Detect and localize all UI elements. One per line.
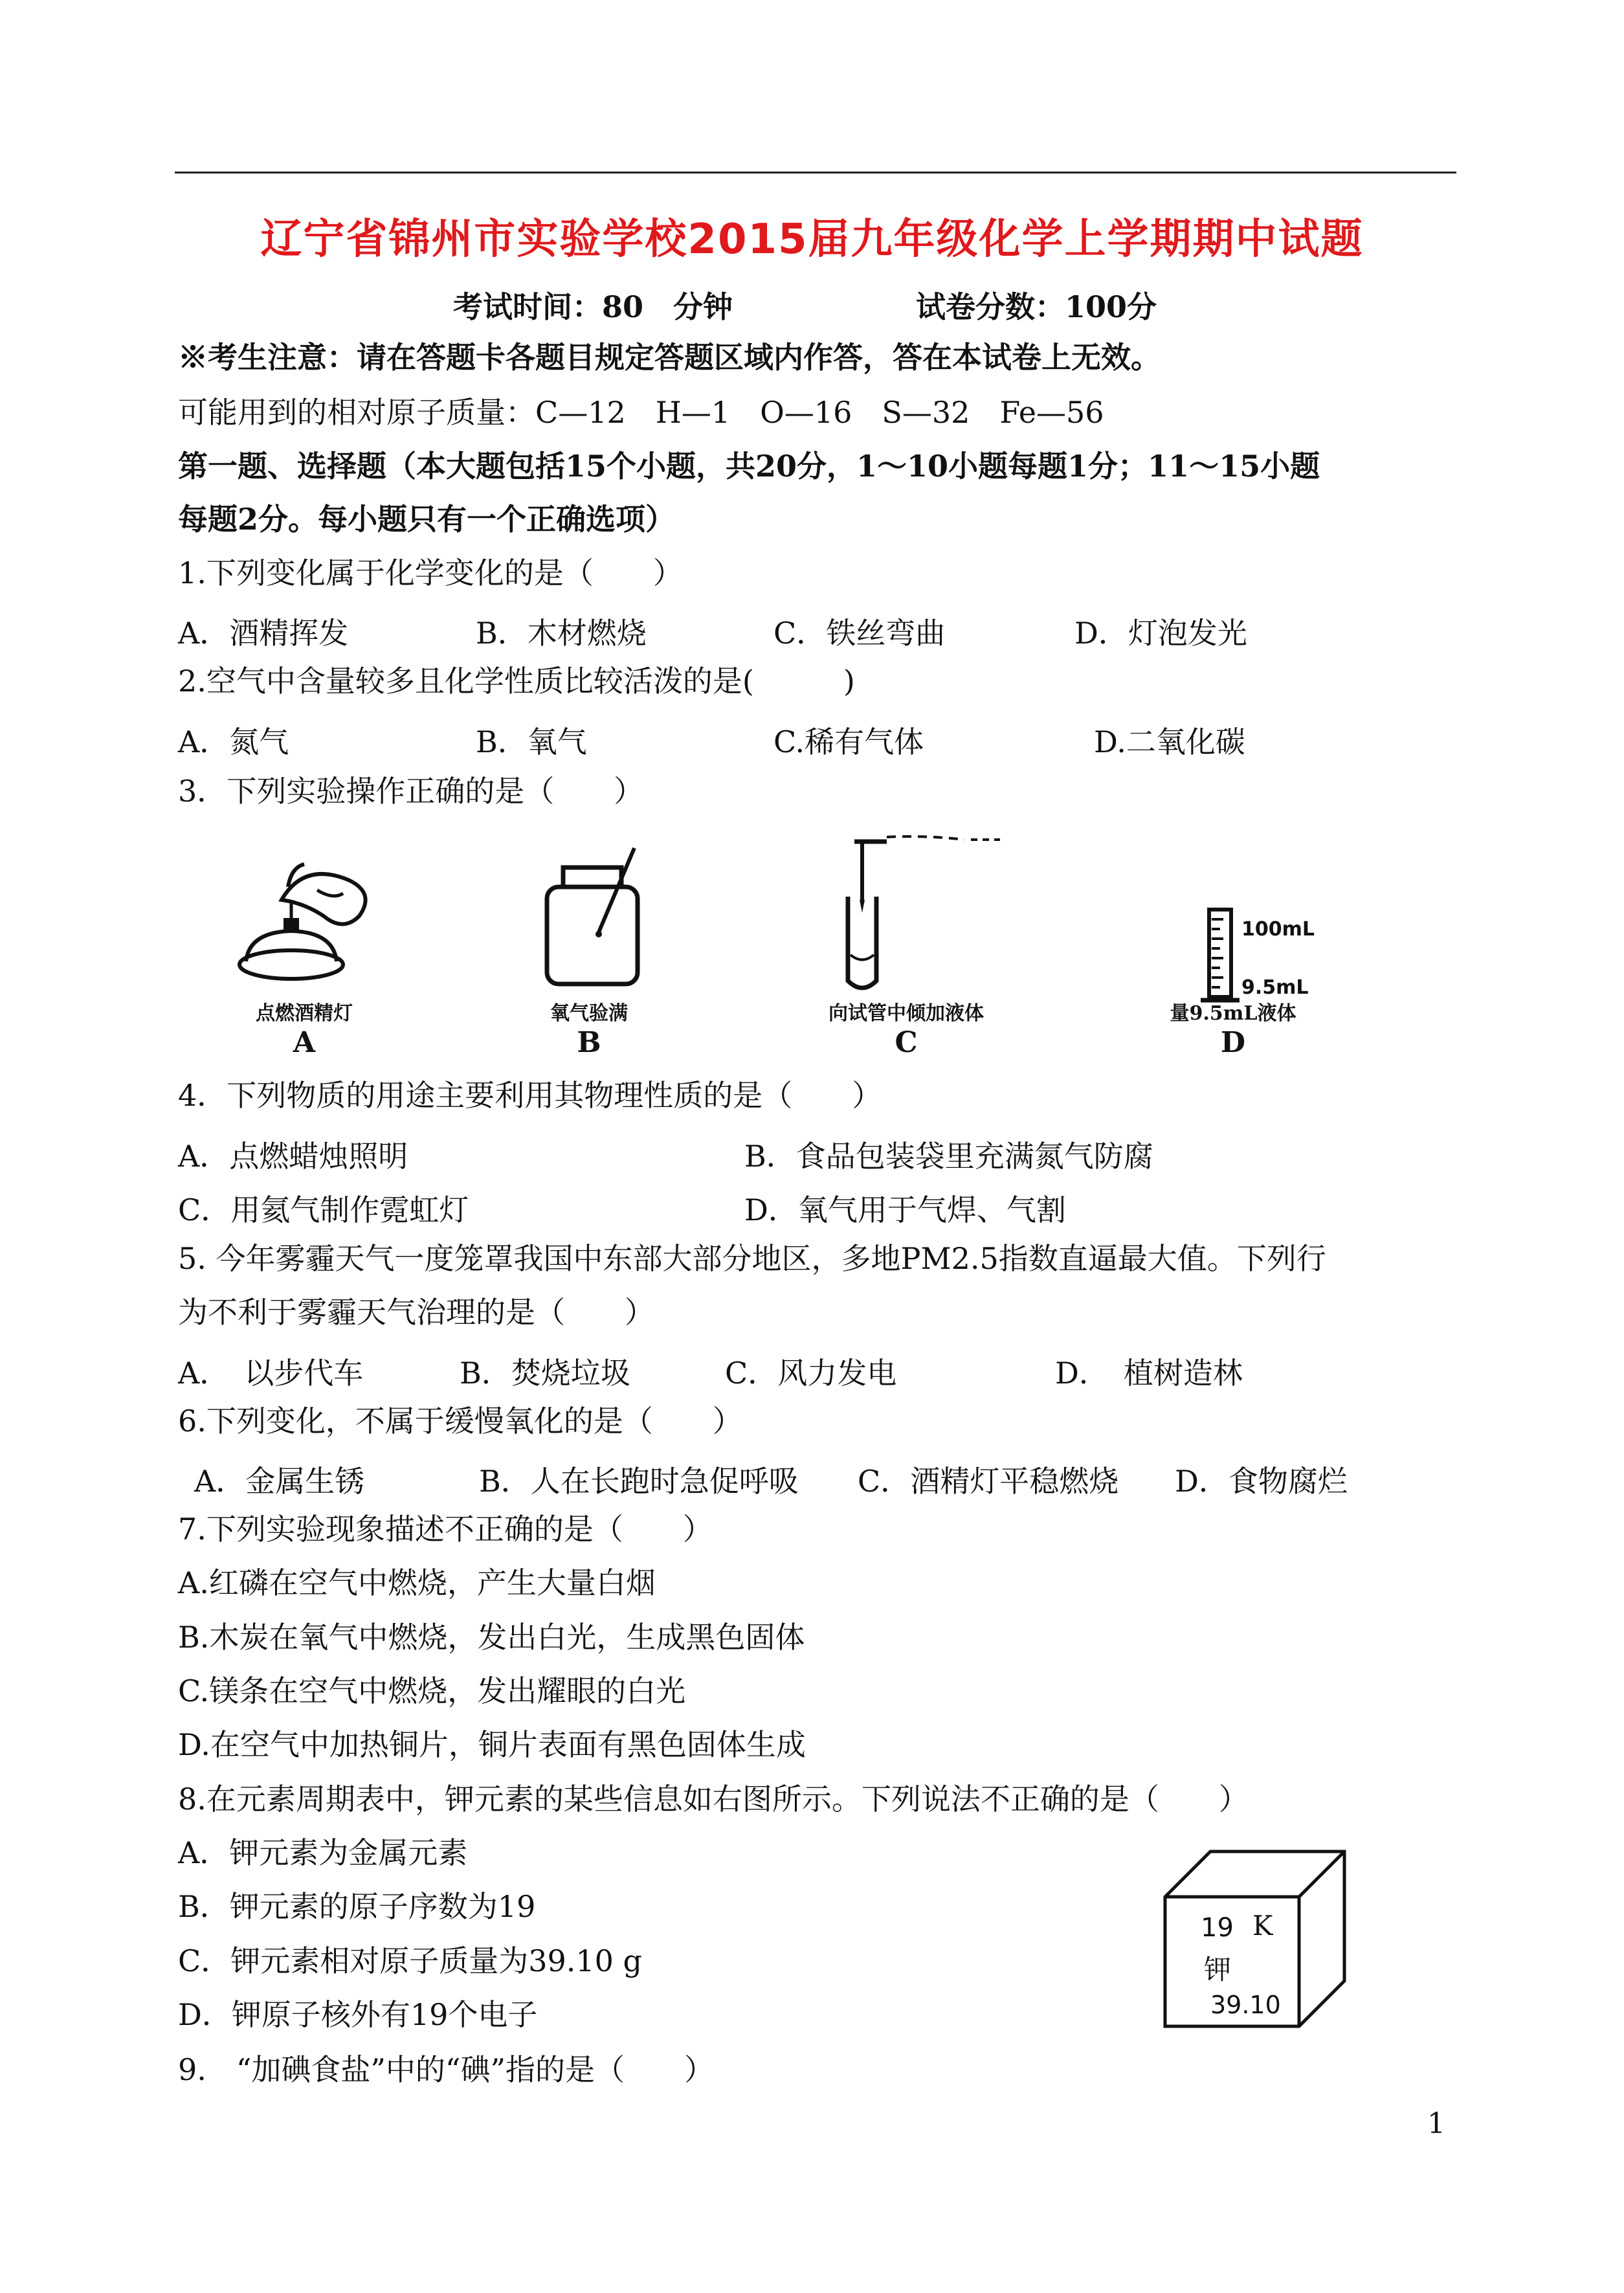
figure-b-caption: 氧气验满	[550, 1002, 628, 1025]
figure-a-letter: A	[293, 1026, 316, 1059]
figure-d-caption: 量9.5mL液体	[1170, 1002, 1296, 1025]
q7-option-a: A.红磷在空气中燃烧，产生大量白烟	[178, 1565, 656, 1600]
figure-c-letter: C	[895, 1026, 918, 1059]
figure-c-caption: 向试管中倾加液体	[829, 1002, 984, 1025]
q7-option-c: C.镁条在空气中燃烧，发出耀眼的白光	[178, 1673, 686, 1708]
q4-option-c: C．用氦气制作霓虹灯	[178, 1192, 469, 1227]
oxygen-test-figure	[537, 842, 647, 990]
graduated-cylinder-figure	[1197, 906, 1243, 1007]
element-number: 19	[1201, 1913, 1234, 1943]
exam-title: 辽宁省锦州市实验学校2015届九年级化学上学期期中试题	[260, 216, 1364, 263]
q2-option-b: B．氧气	[476, 724, 587, 759]
q4-option-a: A．点燃蜡烛照明	[178, 1139, 408, 1174]
header-rule	[175, 172, 1456, 173]
q8-option-c: C．钾元素相对原子质量为39.10 g	[178, 1943, 642, 1978]
q6-option-b: B．人在长跑时急促呼吸	[479, 1464, 799, 1499]
notice: ※考生注意：请在答题卡各题目规定答题区域内作答，答在本试卷上无效。	[178, 340, 1161, 375]
q1-option-c: C．铁丝弯曲	[773, 616, 946, 651]
q2-option-c: C.稀有气体	[773, 724, 924, 759]
figure-a-caption: 点燃酒精灯	[256, 1002, 353, 1025]
q6-option-a: A．金属生锈	[194, 1464, 365, 1499]
element-mass: 39.10	[1210, 1991, 1281, 2019]
q2-stem: 2.空气中含量较多且化学性质比较活泼的是( )	[178, 664, 855, 699]
q6-option-c: C．酒精灯平稳燃烧	[858, 1464, 1119, 1499]
page-number: 1	[1427, 2107, 1445, 2140]
q8-option-b: B．钾元素的原子序数为19	[178, 1889, 536, 1924]
element-name: 钾	[1204, 1954, 1232, 1985]
q4-stem: 4．下列物质的用途主要利用其物理性质的是（ ）	[178, 1078, 882, 1113]
q1-option-d: D．灯泡发光	[1074, 616, 1247, 651]
section-heading-line2: 每题2分。每小题只有一个正确选项）	[178, 502, 676, 537]
section-heading-line1: 第一题、选择题（本大题包括15个小题，共20分，1～10小题每题1分；11～15小题	[178, 449, 1320, 484]
cylinder-top-label: 100mL	[1241, 918, 1315, 941]
cylinder-mark-label: 9.5mL	[1241, 976, 1309, 999]
q3-stem: 3．下列实验操作正确的是（ ）	[178, 774, 644, 809]
q2-option-a: A．氮气	[178, 724, 289, 759]
q5-option-c: C．风力发电	[725, 1356, 897, 1391]
q1-option-b: B．木材燃烧	[476, 616, 647, 651]
q8-option-a: A．钾元素为金属元素	[178, 1835, 468, 1870]
q7-option-b: B.木炭在氧气中燃烧，发出白光，生成黑色固体	[178, 1620, 805, 1655]
q5-option-a: A． 以步代车	[178, 1356, 364, 1391]
q4-option-d: D．氧气用于气焊、气割	[744, 1192, 1066, 1227]
q6-stem: 6.下列变化，不属于缓慢氧化的是（ ）	[178, 1404, 742, 1438]
q5-stem-line1: 5. 今年雾霾天气一度笼罩我国中东部大部分地区，多地PM2.5指数直逼最大值。下列行	[178, 1241, 1326, 1276]
q6-option-d: D．食物腐烂	[1175, 1464, 1348, 1499]
q1-stem: 1.下列变化属于化学变化的是（ ）	[178, 555, 683, 590]
atomic-masses: 可能用到的相对原子质量：C—12 H—1 O—16 S—32 Fe—56	[178, 395, 1104, 430]
q5-option-d: D． 植树造林	[1055, 1356, 1243, 1391]
q9-stem: 9. “加碘食盐”中的“碘”指的是（ ）	[178, 2052, 714, 2087]
alcohol-lamp-lighting-figure	[220, 855, 388, 994]
exam-score: 试卷分数：100分	[916, 289, 1157, 324]
element-symbol: K	[1252, 1910, 1273, 1941]
q5-option-b: B．焚烧垃圾	[460, 1356, 630, 1391]
q8-stem: 8.在元素周期表中，钾元素的某些信息如右图所示。下列说法不正确的是（ ）	[178, 1782, 1249, 1817]
dropper-test-tube-figure	[809, 825, 1003, 994]
figure-b-letter: B	[577, 1026, 601, 1059]
q4-option-b: B．食品包装袋里充满氮气防腐	[744, 1139, 1153, 1174]
q1-option-a: A．酒精挥发	[178, 616, 349, 651]
q7-option-d: D.在空气中加热铜片，铜片表面有黑色固体生成	[178, 1727, 806, 1762]
q2-option-d: D.二氧化碳	[1094, 724, 1245, 759]
q7-stem: 7.下列实验现象描述不正确的是（ ）	[178, 1512, 713, 1547]
q8-option-d: D．钾原子核外有19个电子	[178, 1997, 538, 2032]
figure-d-letter: D	[1220, 1026, 1246, 1059]
q5-stem-line2: 为不利于雾霾天气治理的是（ ）	[178, 1295, 654, 1330]
exam-time: 考试时间：80 分钟	[453, 289, 733, 324]
